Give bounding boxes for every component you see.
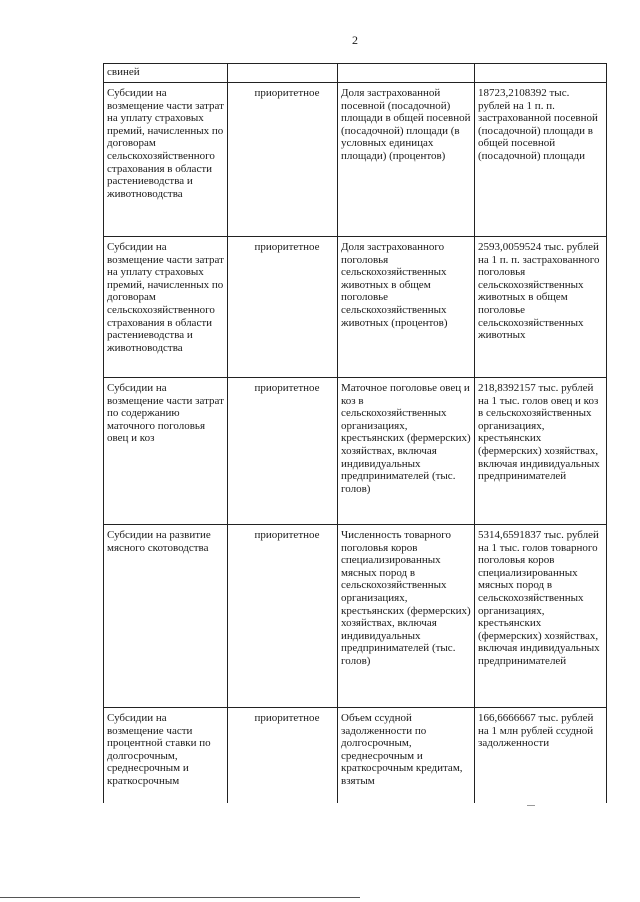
table-row: [104, 708, 607, 804]
table-row: [104, 64, 607, 83]
rate-cell: 166,6666667 тыс. рублей на 1 млн рублей ссудной задолженности: [475, 708, 607, 804]
table-row: [104, 525, 607, 708]
scan-mark: [527, 805, 535, 806]
table-row: [104, 237, 607, 378]
indicator-cell: Маточное поголовье овец и коз в сельскохозяйственных организациях, крестьянских (фермерских) хозяйствах, включая индивидуальных предпринимателей (тыс. голов): [338, 378, 475, 525]
page-number: 2: [352, 33, 358, 47]
page-bottom-rule: [0, 897, 360, 898]
rate-cell: 18723,2108392 тыс. рублей на 1 п. п. застрахованной посевной (посадочной) площади в общей посевной (посадочной) площади: [475, 83, 607, 237]
subsidy-name-cell: Субсидии на возмещение части затрат по содержанию маточного поголовья овец и коз: [104, 378, 228, 525]
subsidy-name-cell: Субсидии на возмещение части затрат на уплату страховых премий, начисленных по договорам сельскохозяйственного страхования в области растениеводства и животноводства: [104, 237, 228, 378]
subsidy-name-cell: Субсидии на возмещение части процентной ставки по долгосрочным, среднесрочным и краткосрочным: [104, 708, 228, 804]
subsidy-name-cell: Субсидии на развитие мясного скотоводства: [104, 525, 228, 708]
rate-cell: 2593,0059524 тыс. рублей на 1 п. п. застрахованного поголовья сельскохозяйственных животных в общем поголовье сельскохозяйственных животных: [475, 237, 607, 378]
rate-cell: 5314,6591837 тыс. рублей на 1 тыс. голов товарного поголовья коров специализированных мясных пород в сельскохозяйственных организациях, крестьянских (фермерских) хозяйствах, включая индивидуальных предпринимателей: [475, 525, 607, 708]
subsidy-name-cell: свиней: [104, 64, 228, 83]
indicator-cell: Численность товарного поголовья коров специализированных мясных пород в сельскохозяйственных организациях, крестьянских (фермерских) хозяйствах, включая индивидуальных предпринимателей (тыс. голов): [338, 525, 475, 708]
priority-cell: приоритетное: [228, 378, 338, 525]
table-row: [104, 83, 607, 237]
priority-cell: приоритетное: [228, 525, 338, 708]
priority-cell: [228, 64, 338, 83]
indicator-cell: Доля застрахованной посевной (посадочной) площади в общей посевной (посадочной) площади (в условных единицах площади) (процентов): [338, 83, 475, 237]
priority-cell: приоритетное: [228, 708, 338, 804]
rate-cell: 218,8392157 тыс. рублей на 1 тыс. голов овец и коз в сельскохозяйственных организациях, крестьянских (фермерских) хозяйствах, включая индивидуальных предпринимателей: [475, 378, 607, 525]
subsidy-table: [103, 63, 607, 803]
rate-cell: [475, 64, 607, 83]
priority-cell: приоритетное: [228, 83, 338, 237]
indicator-cell: [338, 64, 475, 83]
indicator-cell: Объем ссудной задолженности по долгосрочным, среднесрочным и краткосрочным кредитам, взятым: [338, 708, 475, 804]
priority-cell: приоритетное: [228, 237, 338, 378]
indicator-cell: Доля застрахованного поголовья сельскохозяйственных животных в общем поголовье сельскохозяйственных животных (процентов): [338, 237, 475, 378]
table-row: [104, 378, 607, 525]
subsidy-name-cell: Субсидии на возмещение части затрат на уплату страховых премий, начисленных по договорам сельскохозяйственного страхования в области растениеводства и животноводства: [104, 83, 228, 237]
